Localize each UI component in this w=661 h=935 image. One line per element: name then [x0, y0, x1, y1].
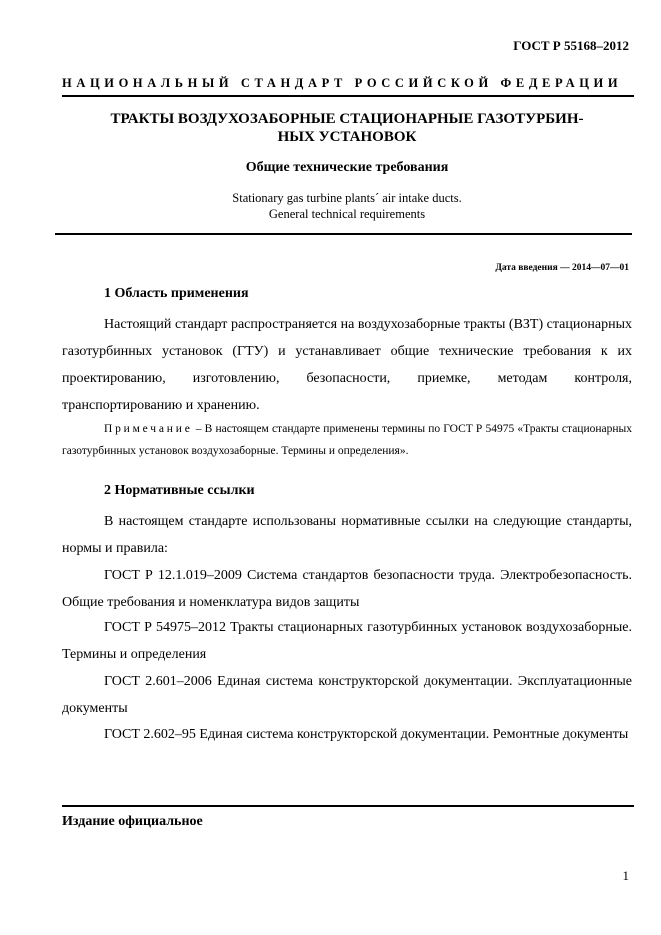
national-standard-banner: НАЦИОНАЛЬНЫЙ СТАНДАРТ РОССИЙСКОЙ ФЕДЕРАЦИИ [62, 76, 623, 90]
note-label: Примечание [104, 423, 193, 435]
reference-item: ГОСТ 2.602–95 Единая система конструкторской документации. Ремонтные документы [104, 727, 629, 742]
note-text: – В настоящем стандарте применены термины по ГОСТ Р 54975 «Тракты стационарных газотурбинных установок воздухозаборные. Термины и определения». [62, 423, 632, 457]
english-title-line-1: Stationary gas turbine plants´ air intake ducts. [232, 191, 462, 205]
section-1-text: Настоящий стандарт распространяется на воздухозаборные тракты (ВЗТ) стационарных газотурбинных установок (ГТУ) и устанавливает общие технические требования к их проектированию, изготовлению, безопасности, приемке, методам контроля, транспортированию и хранению. [62, 317, 632, 413]
footer-divider [62, 805, 634, 807]
section-2-heading: 2 Нормативные ссылки [104, 483, 255, 498]
title-divider [55, 233, 632, 235]
english-title [62, 190, 632, 222]
english-title-line-2: General technical requirements [268, 207, 426, 221]
section-2-intro: В настоящем стандарте использованы нормативные ссылки на следующие стандарты, нормы и правила: [62, 514, 632, 556]
introduction-date: Дата введения — 2014—07—01 [495, 263, 629, 273]
section-1-heading: 1 Область применения [104, 286, 249, 301]
reference-item: ГОСТ Р 54975–2012 Тракты стационарных газотурбинных установок воздухозаборные. Термины и определения [62, 620, 632, 662]
title-line-2: НЫХ УСТАНОВОК [277, 129, 417, 145]
top-divider [62, 95, 634, 97]
title-line-1: ТРАКТЫ ВОЗДУХОЗАБОРНЫЕ СТАЦИОНАРНЫЕ ГАЗОТУРБИН- [110, 111, 584, 127]
reference-item: ГОСТ Р 12.1.019–2009 Система стандартов безопасности труда. Электробезопасность. Общие требования и номенклатура видов защиты [62, 568, 632, 610]
reference-item: ГОСТ 2.601–2006 Единая система конструкторской документации. Эксплуатационные документы [62, 674, 632, 716]
official-edition-label: Издание официальное [62, 814, 203, 829]
document-code: ГОСТ Р 55168–2012 [513, 38, 629, 53]
section-1-note [62, 418, 632, 462]
document-subtitle: Общие технические требования [245, 160, 449, 175]
page-number: 1 [622, 868, 629, 883]
document-title [62, 110, 632, 146]
